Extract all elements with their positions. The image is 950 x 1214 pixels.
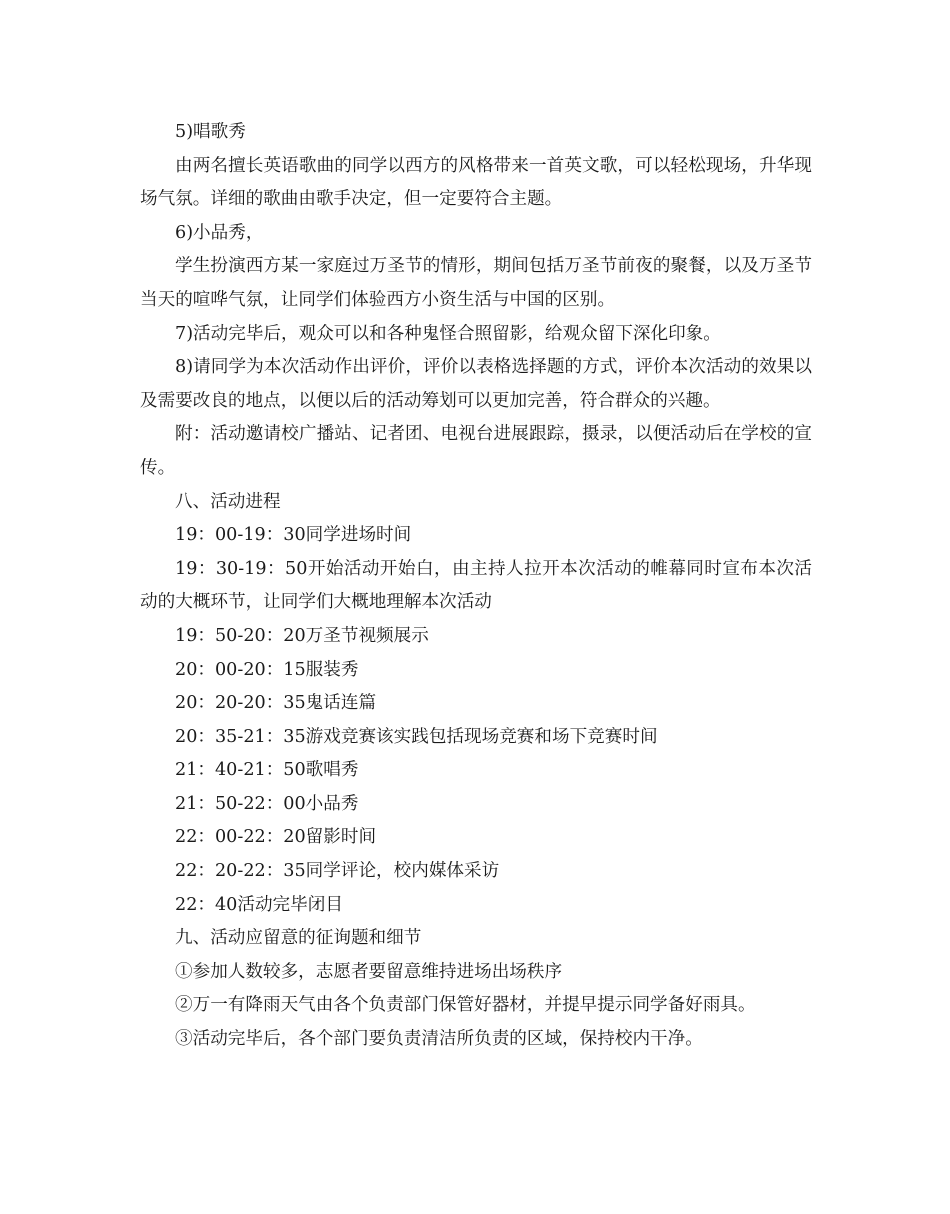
note-item: ②万一有降雨天气由各个负责部门保管好器材，并提早提示同学备好雨具。	[175, 995, 756, 1016]
schedule-item: 22：20-22：35同学评论，校内媒体采访	[175, 861, 500, 882]
note-item: ③活动完毕后，各个部门要负责清洁所负责的区域，保持校内干净。	[175, 1029, 703, 1050]
schedule-item: 20：00-20：15服装秀	[175, 659, 359, 680]
schedule-item: 19：00-19：30同学进场时间	[175, 525, 412, 546]
paragraph-evaluation: 8)请同学为本次活动作出评价，评价以表格选择题的方式，评价本次活动的效果以及需要改良的地点，以便以后的活动筹划可以更加完善，符合群众的兴趣。	[140, 357, 812, 411]
paragraph-singing-show-body: 由两名擅长英语歌曲的同学以西方的风格带来一首英文歌，可以轻松现场，升华现场气氛。详细的歌曲由歌手决定，但一定要符合主题。	[140, 155, 812, 210]
note-item: ①参加人数较多，志愿者要留意维持进场出场秩序	[175, 961, 563, 982]
section-heading-notes: 九、活动应留意的征询题和细节	[175, 928, 422, 949]
paragraph-skit-body: 学生扮演西方某一家庭过万圣节的情形，期间包括万圣节前夜的聚餐，以及万圣节当天的喧哗气氛，让同学们体验西方小资生活与中国的区别。	[140, 256, 812, 310]
paragraph-skit-heading: 6)小品秀，	[175, 222, 264, 243]
schedule-item: 21：40-21：50歌唱秀	[175, 760, 359, 781]
schedule-item: 20：35-21：35游戏竞赛该实践包括现场竞赛和场下竞赛时间	[175, 726, 658, 747]
schedule-item: 19：50-20：20万圣节视频展示	[175, 625, 429, 646]
section-heading-schedule: 八、活动进程	[175, 491, 281, 512]
paragraph-singing-show-heading: 5)唱歌秀	[175, 122, 246, 142]
document-page	[140, 116, 812, 1057]
paragraph-photo-session: 7)活动完毕后，观众可以和各种鬼怪合照留影，给观众留下深化印象。	[175, 323, 721, 344]
schedule-item: 22：40活动完毕闭目	[175, 894, 343, 915]
schedule-item: 20：20-20：35鬼话连篇	[175, 693, 377, 714]
schedule-item: 22：00-22：20留影时间	[175, 827, 377, 848]
paragraph-appendix: 附：活动邀请校广播站、记者团、电视台进展跟踪，摄录，以便活动后在学校的宣传。	[140, 424, 812, 478]
schedule-item: 19：30-19：50开始活动开始白，由主持人拉开本次活动的帷幕同时宣布本次活动的大概环节，让同学们大概地理解本次活动	[140, 558, 812, 613]
schedule-item: 21：50-22：00小品秀	[175, 793, 359, 814]
